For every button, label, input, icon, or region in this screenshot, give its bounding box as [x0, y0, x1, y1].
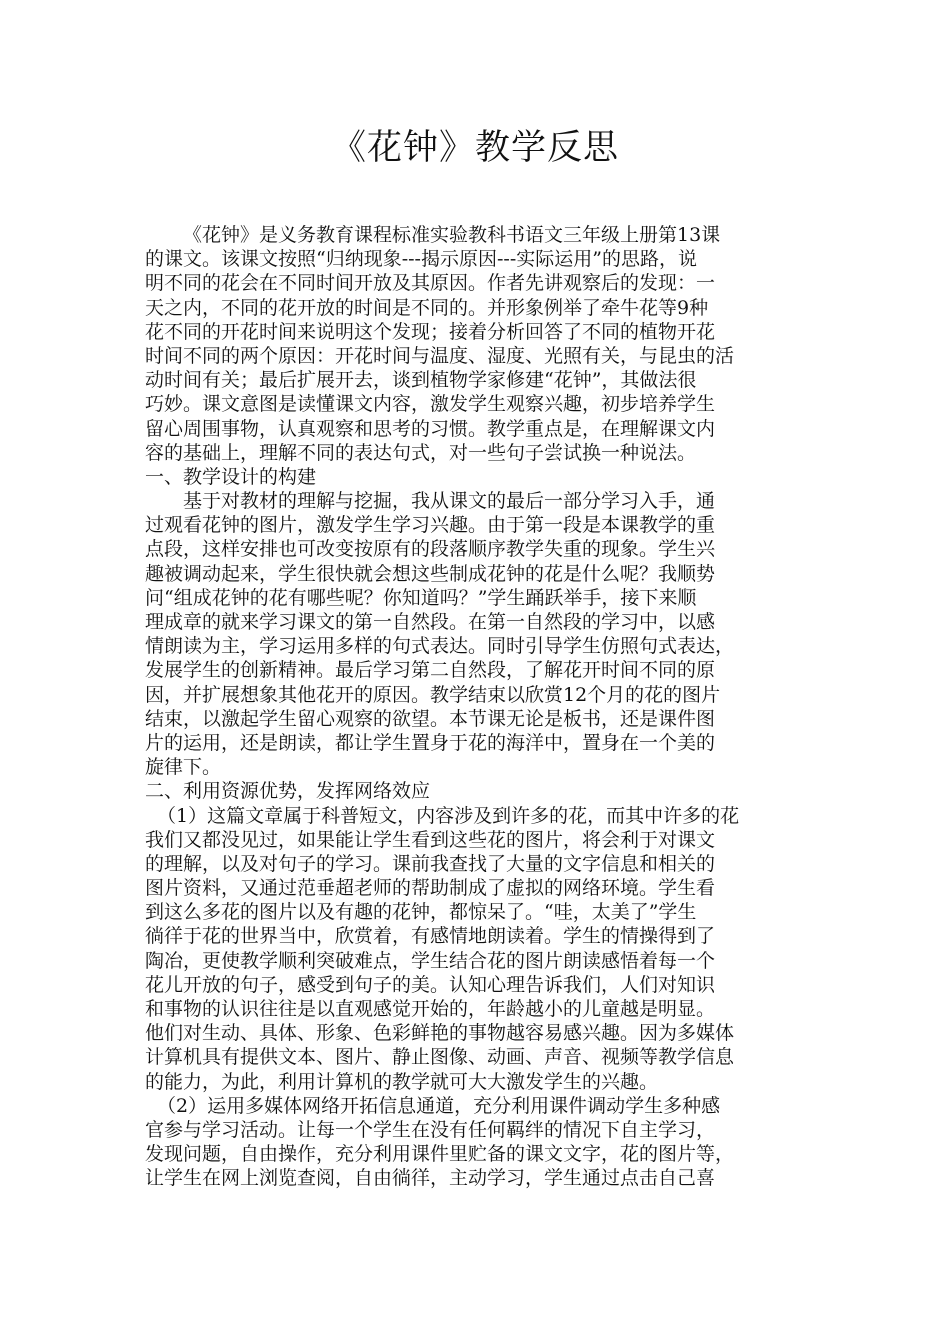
- section-heading: 一、教学设计的构建: [145, 465, 317, 488]
- text-line: 到这么多花的图片以及有趣的花钟，都惊呆了。“哇，太美了”学生: [145, 901, 697, 924]
- text-line: 明不同的花会在不同时间开放及其原因。作者先讲观察后的发现：一: [145, 272, 716, 295]
- text-line: 时间不同的两个原因：开花时间与温度、湿度、光照有关，与昆虫的活: [145, 344, 735, 367]
- document-body: [145, 223, 813, 1191]
- text-line: 发展学生的创新精神。最后学习第二自然段，了解花开时间不同的原: [145, 659, 716, 682]
- text-line: 花儿开放的句子，感受到句子的美。认知心理告诉我们，人们对知识: [145, 973, 716, 996]
- text-line: 过观看花钟的图片，激发学生学习兴趣。由于第一段是本课教学的重: [145, 514, 716, 537]
- text-line: 巧妙。课文意图是读懂课文内容，激发学生观察兴趣，初步培养学生: [145, 393, 716, 416]
- section-heading: 二、利用资源优势，发挥网络效应: [145, 780, 431, 803]
- text-line: 计算机具有提供文本、图片、静止图像、动画、声音、视频等教学信息: [145, 1046, 735, 1069]
- text-line: 让学生在网上浏览查阅，自由徜徉，主动学习，学生通过点击自己喜: [145, 1167, 716, 1190]
- text-line: 点段，这样安排也可改变按原有的段落顺序教学失重的现象。学生兴: [145, 538, 716, 561]
- text-line: 他们对生动、具体、形象、色彩鲜艳的事物越容易感兴趣。因为多媒体: [145, 1022, 735, 1045]
- text-line: 基于对教材的理解与挖掘，我从课文的最后一部分学习入手，通: [183, 490, 716, 513]
- text-line: 陶冶，更使教学顺利突破难点，学生结合花的图片朗读感悟着每一个: [145, 949, 716, 972]
- text-line: 片的运用，还是朗读，都让学生置身于花的海洋中，置身在一个美的: [145, 731, 716, 754]
- text-line: 理成章的就来学习课文的第一自然段。在第一自然段的学习中，以感: [145, 611, 716, 633]
- text-line: 官参与学习活动。让每一个学生在没有任何羁绊的情况下自主学习，: [145, 1118, 716, 1141]
- text-line: 结束，以激起学生留心观察的欲望。本节课无论是板书，还是课件图: [145, 707, 716, 730]
- text-line: 的理解，以及对句子的学习。课前我查找了大量的文字信息和相关的: [145, 852, 716, 875]
- text-line: （2）运用多媒体网络开拓信息通道，充分利用课件调动学生多种感: [157, 1094, 721, 1117]
- text-line: 容的基础上，理解不同的表达句式，对一些句子尝试换一种说法。: [145, 441, 697, 464]
- text-line: 的课文。该课文按照“归纳现象---揭示原因---实际运用”的思路，说: [145, 248, 697, 271]
- text-line: 留心周围事物，认真观察和思考的习惯。教学重点是，在理解课文内: [145, 417, 716, 440]
- text-line: 和事物的认识往往是以直观感觉开始的，年龄越小的儿童越是明显。: [145, 998, 716, 1020]
- text-line: 旋律下。: [145, 756, 222, 779]
- text-line: 《花钟》是义务教育课程标准实验教科书语文三年级上册第13课: [183, 224, 721, 246]
- text-line: 问“组成花钟的花有哪些呢？你知道吗？”学生踊跃举手，接下来顺: [145, 586, 697, 609]
- text-line: 花不同的开花时间来说明这个发现；接着分析回答了不同的植物开花: [145, 320, 716, 343]
- text-line: 动时间有关；最后扩展开去，谈到植物学家修建“花钟”，其做法很: [145, 369, 697, 392]
- text-line: （1）这篇文章属于科普短文，内容涉及到许多的花，而其中许多的花: [157, 804, 740, 827]
- text-line: 天之内，不同的花开放的时间是不同的。并形象例举了牵牛花等9种: [145, 296, 709, 319]
- text-line: 发现问题，自由操作，充分利用课件里贮备的课文文字，花的图片等，: [145, 1143, 735, 1166]
- text-line: 我们又都没见过，如果能让学生看到这些花的图片，将会利于对课文: [145, 828, 716, 851]
- text-line: 趣被调动起来，学生很快就会想这些制成花钟的花是什么呢？我顺势: [145, 562, 716, 585]
- text-line: 图片资料，又通过范垂超老师的帮助制成了虚拟的网络环境。学生看: [145, 877, 716, 900]
- document-title: 《花钟》教学反思: [330, 128, 619, 168]
- text-line: 的能力，为此，利用计算机的教学就可大大激发学生的兴趣。: [145, 1070, 659, 1093]
- text-line: 情朗读为主，学习运用多样的句式表达。同时引导学生仿照句式表达，: [145, 635, 735, 658]
- text-line: 徜徉于花的世界当中，欣赏着，有感情地朗读着。学生的情操得到了: [145, 925, 716, 948]
- text-line: 因，并扩展想象其他花开的原因。教学结束以欣赏12个月的花的图片: [145, 683, 721, 706]
